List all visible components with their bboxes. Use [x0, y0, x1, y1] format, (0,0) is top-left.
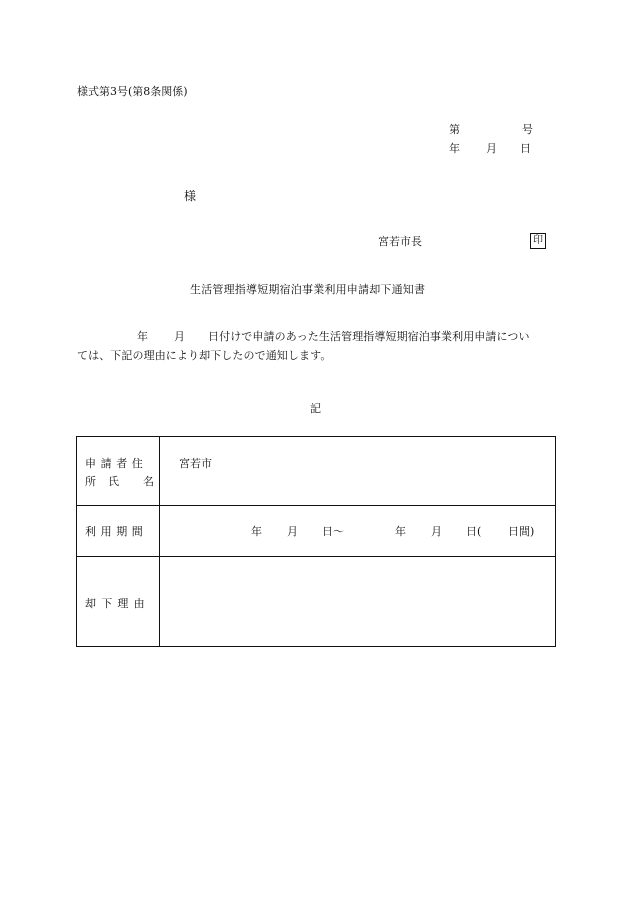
address-label-line1: 申請者住	[85, 457, 148, 470]
issue-date-year: 年	[449, 142, 460, 155]
table-column-divider	[159, 437, 160, 646]
ki-heading: 記	[310, 402, 321, 415]
body-text-line1: 日付けで申請のあった生活管理指導短期宿泊事業利用申請につい	[208, 330, 530, 343]
body-month: 月	[174, 330, 185, 343]
period-start-day: 日〜	[322, 525, 344, 538]
issue-date-month: 月	[486, 142, 497, 155]
body-text-line2: ては、下記の理由により却下したので通知します。	[77, 349, 332, 362]
document-number-suffix: 号	[522, 123, 533, 136]
body-year: 年	[137, 330, 148, 343]
table-row-divider	[77, 505, 555, 506]
document-title: 生活管理指導短期宿泊事業利用申請却下通知書	[190, 283, 426, 296]
period-end-year: 年	[395, 525, 406, 538]
period-end-month: 月	[431, 525, 442, 538]
table-row-divider	[77, 556, 555, 557]
address-value: 宮若市	[179, 457, 212, 470]
period-days: 日間)	[508, 525, 535, 538]
address-label-char: 名	[143, 475, 154, 488]
period-start-month: 月	[287, 525, 298, 538]
document-number-prefix: 第	[449, 123, 460, 136]
address-label-char: 氏	[108, 475, 119, 488]
seal-icon: 印	[530, 233, 546, 249]
address-label-line2	[85, 476, 154, 487]
period-label: 利用期間	[85, 525, 148, 538]
reason-label: 却下理由	[85, 597, 150, 610]
details-table	[76, 436, 556, 647]
period-end-day: 日(	[466, 525, 482, 538]
issuer-name: 宮若市長	[378, 235, 422, 248]
address-label-char: 所	[85, 475, 96, 488]
period-start-year: 年	[251, 525, 262, 538]
addressee-honorific: 様	[184, 189, 197, 203]
issue-date-day: 日	[520, 142, 531, 155]
form-number-label: 様式第3号(第8条関係)	[77, 85, 188, 98]
